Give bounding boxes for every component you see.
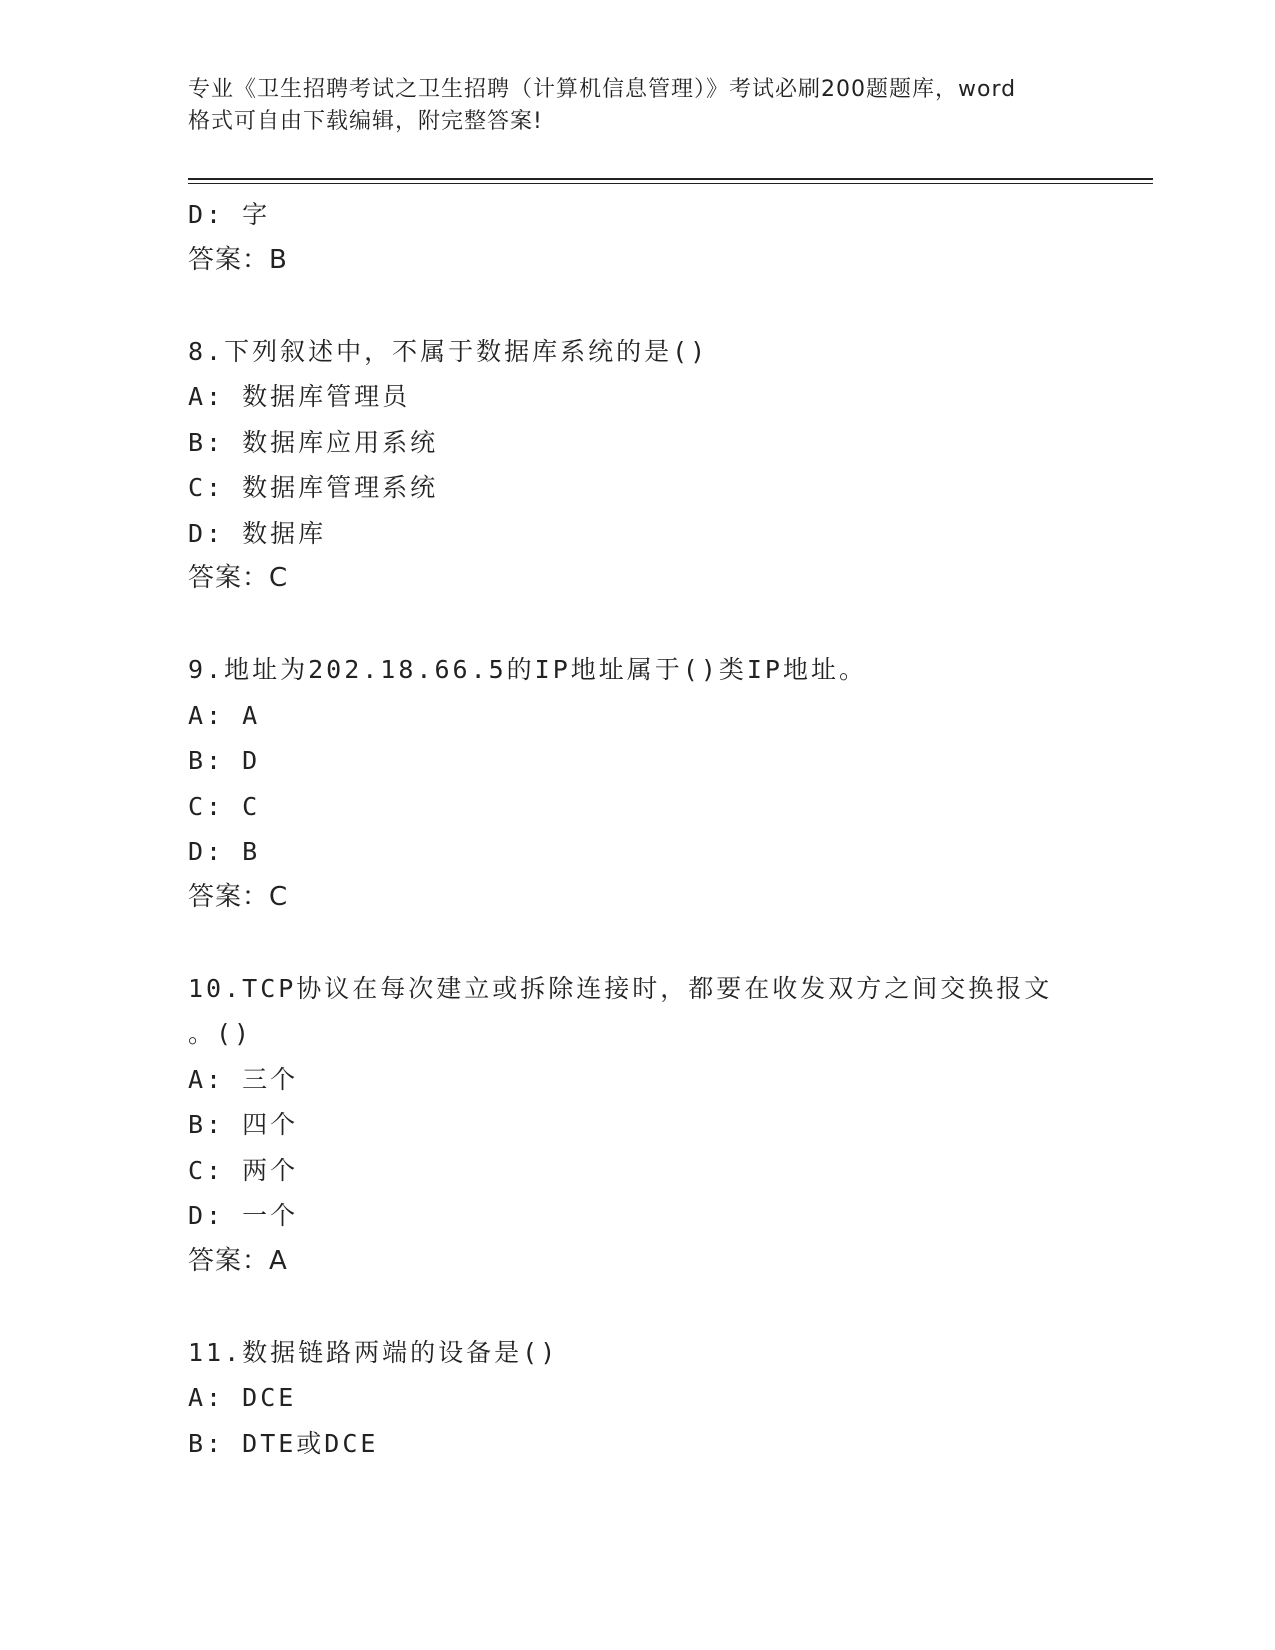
answer: 答案：C xyxy=(188,563,289,593)
question-11 xyxy=(188,1330,1088,1467)
option-a: A: 三个 xyxy=(188,1064,299,1094)
question-stem: 11.数据链路两端的设备是() xyxy=(188,1337,559,1367)
question-list xyxy=(188,192,1088,1466)
question-stem-line-2: 。() xyxy=(188,1019,253,1048)
question-stem: 8.下列叙述中，不属于数据库系统的是() xyxy=(188,336,709,366)
question-10 xyxy=(188,966,1088,1285)
option-b: B: 四个 xyxy=(188,1110,299,1139)
header-line-1: 专业《卫生招聘考试之卫生招聘（计算机信息管理）》考试必刷200题题库，word xyxy=(188,77,1017,102)
question-stem-line-1: 10.TCP协议在每次建立或拆除连接时，都要在收发双方之间交换报文 xyxy=(188,973,1053,1003)
option-a: A: A xyxy=(188,700,261,730)
spacer xyxy=(188,602,1088,648)
header-rule-thick xyxy=(188,178,1153,180)
option-b: B: D xyxy=(188,746,261,775)
option-c: C: 两个 xyxy=(188,1155,299,1185)
option-b: B: DTE或DCE xyxy=(188,1428,379,1458)
answer: 答案：A xyxy=(188,1245,288,1276)
spacer xyxy=(188,920,1088,966)
question-9 xyxy=(188,647,1088,920)
document-header xyxy=(188,74,1088,138)
carry-over-option-d: D: 字 xyxy=(188,200,271,229)
answer: 答案：C xyxy=(188,881,289,912)
spacer xyxy=(188,1284,1088,1330)
question-8 xyxy=(188,329,1088,602)
option-a: A: DCE xyxy=(188,1383,297,1412)
option-d: D: 一个 xyxy=(188,1201,299,1230)
header-line-2: 格式可自由下载编辑，附完整答案! xyxy=(188,109,543,134)
question-stem: 9.地址为202.18.66.5的IP地址属于()类IP地址。 xyxy=(188,655,867,684)
spacer xyxy=(188,283,1088,329)
carry-over-answer: 答案：B xyxy=(188,244,288,275)
option-c: C: C xyxy=(188,791,261,821)
option-d: D: 数据库 xyxy=(188,518,327,548)
option-c: C: 数据库管理系统 xyxy=(188,473,439,502)
header-rule-thin xyxy=(188,183,1153,184)
option-d: D: B xyxy=(188,837,261,866)
option-b: B: 数据库应用系统 xyxy=(188,427,439,457)
option-a: A: 数据库管理员 xyxy=(188,382,411,411)
